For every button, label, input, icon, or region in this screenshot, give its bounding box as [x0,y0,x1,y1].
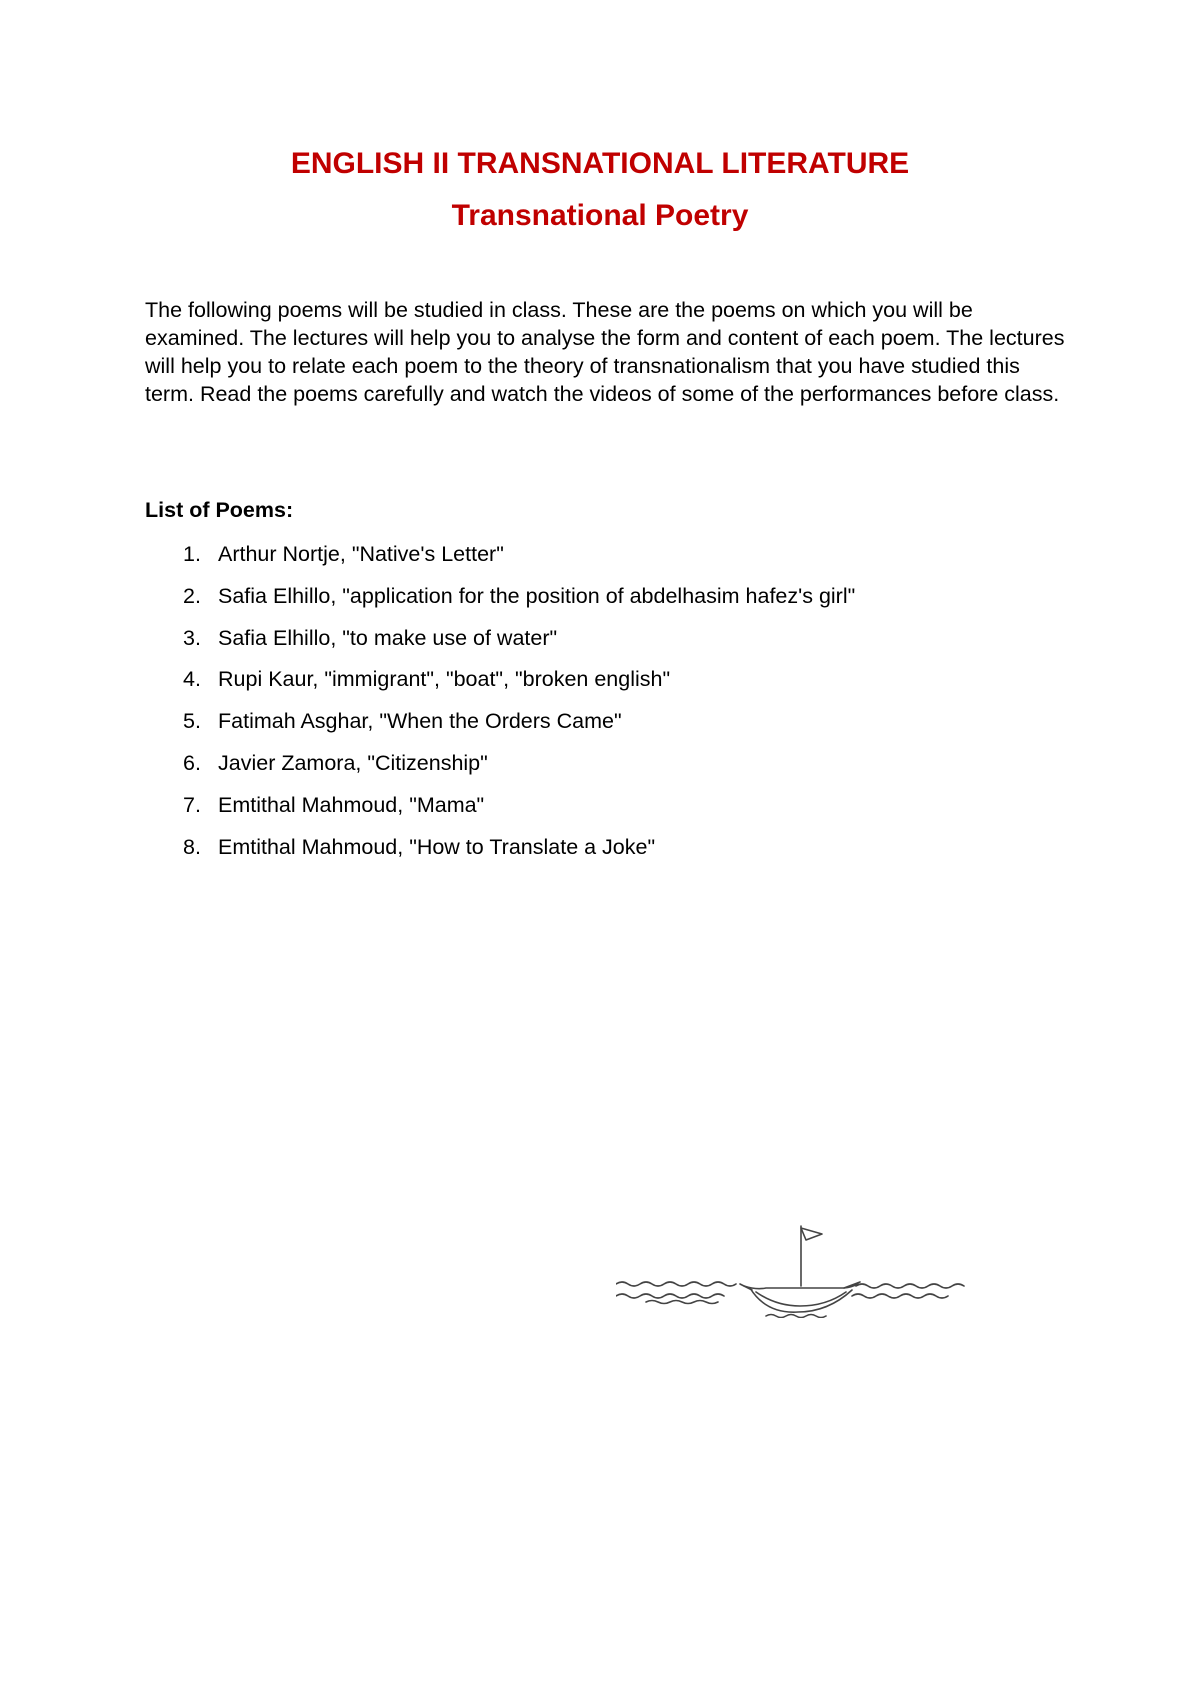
list-item-number: 6. [183,750,201,775]
poem-list-heading: List of Poems: [145,498,294,522]
list-item-text: Fatimah Asghar, "When the Orders Came" [218,709,622,734]
list-item-text: Emtithal Mahmoud, "Mama" [218,792,485,817]
list-item-text: Safia Elhillo, "application for the position of abdelhasim hafez's girl" [218,583,856,608]
intro-paragraph: The following poems will be studied in class. These are the poems on which you will be examined. The lectures will help you to analyse the form and content of each poem. The lectures will help you to relate each poem to the theory of transnationalism that you have studied this term. Read the poems carefully and watch the videos of some of the performances before class. [145,298,1065,406]
list-item [145,665,1065,707]
list-item-text: Arthur Nortje, "Native's Letter" [218,542,504,566]
list-item [145,624,1065,666]
boat-flag [801,1228,822,1240]
list-item [145,582,1065,624]
list-item [145,791,1065,833]
document-title: ENGLISH II TRANSNATIONAL LITERATURE [290,147,910,180]
boat-sketch-illustration [616,1218,972,1318]
list-item-number: 7. [183,792,201,817]
list-item-number: 5. [183,709,201,734]
poem-list [145,540,1065,874]
list-item-number: 3. [183,625,201,650]
list-item [145,707,1065,749]
document-subtitle: Transnational Poetry [451,199,749,232]
list-item-number: 4. [183,667,201,692]
list-item [145,833,1065,875]
list-item-text: Javier Zamora, "Citizenship" [218,750,488,775]
list-item-number: 8. [183,834,201,859]
list-item [145,749,1065,791]
list-item-text: Safia Elhillo, "to make use of water" [218,625,558,650]
list-item-text: Rupi Kaur, "immigrant", "boat", "broken english" [218,667,671,692]
boat-hull [750,1288,852,1312]
list-item [145,540,1065,582]
list-item-number: 1. [183,542,201,566]
list-item-text: Emtithal Mahmoud, "How to Translate a Joke" [218,834,656,859]
list-item-number: 2. [183,583,201,608]
